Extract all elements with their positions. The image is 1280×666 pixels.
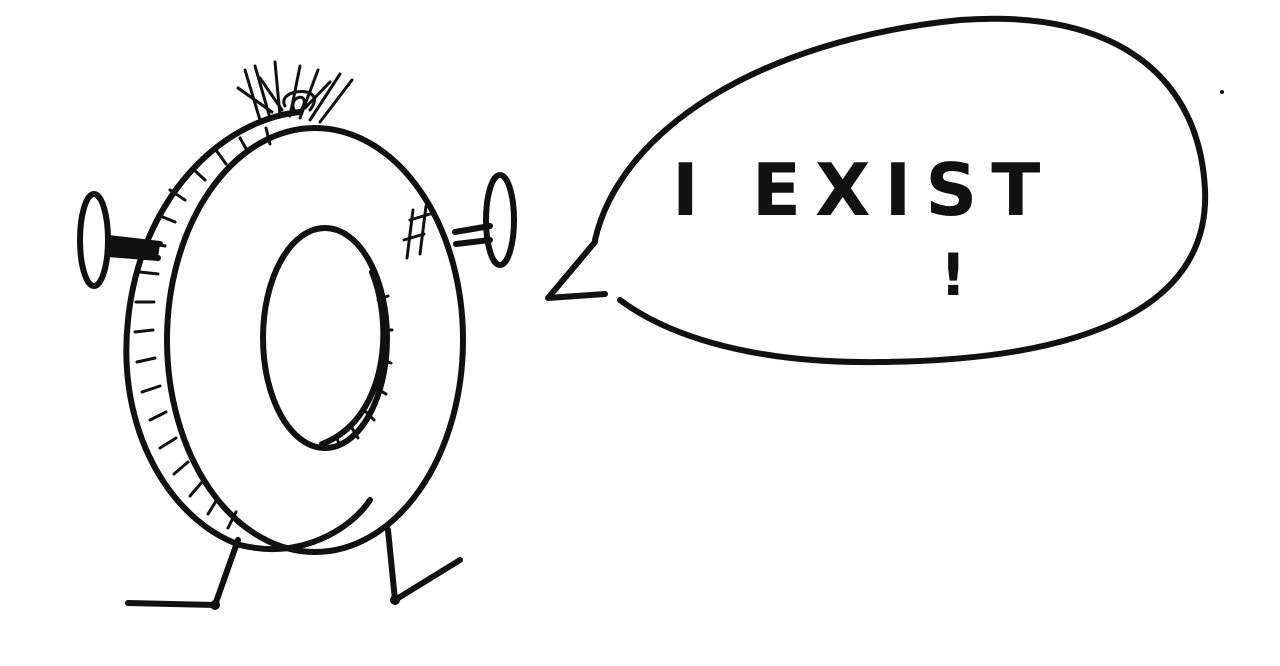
stitch-mark (404, 206, 430, 258)
stray-dot (1220, 90, 1224, 94)
legs (128, 530, 460, 610)
speech-bubble (548, 19, 1205, 362)
zero-back-rim (126, 112, 370, 549)
speech-text: I EXIST (672, 148, 1055, 232)
hole-hatching (322, 272, 392, 446)
speech-exclamation: ! (940, 241, 967, 309)
zero-front-outer (167, 128, 463, 552)
zero-character (80, 62, 514, 610)
speech-bubble-tail (548, 242, 605, 298)
right-arm-bolt (455, 175, 514, 265)
